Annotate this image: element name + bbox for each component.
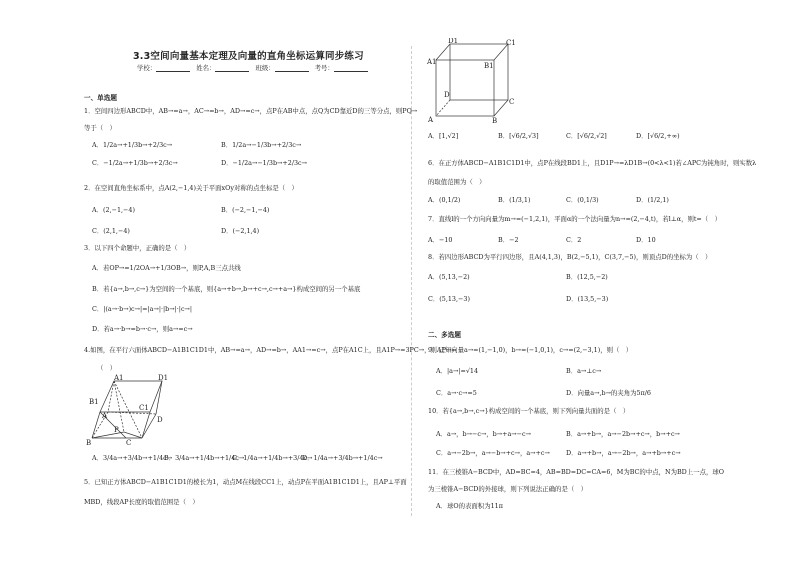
page-title: 3.3空间向量基本定理及向量的直角坐标运算同步练习 — [133, 51, 364, 62]
q7-option-b[interactable]: B．−2 — [498, 236, 519, 244]
q1-option-b[interactable]: B．1/2a→−1/3b→+2/3c→ — [221, 141, 302, 149]
class-blank — [275, 65, 309, 72]
q7-option-d[interactable]: D．10 — [636, 236, 656, 244]
q1-option-d[interactable]: D．−1/2a→−1/3b→+2/3c→ — [221, 159, 307, 167]
fig2-label-d: D — [444, 91, 450, 99]
fig1-label-d: D — [157, 416, 163, 424]
q8-text: 8．若四边形ABCD为平行四边形，且A(4,1,3)，B(2,−5,1)，C(3,7,−5)，则顶点D的坐标为（ ） — [428, 253, 712, 261]
column-divider — [411, 46, 412, 516]
name-blank — [215, 65, 249, 72]
q5-option-c[interactable]: C．[√6/2,√2] — [566, 132, 607, 140]
q2-option-b[interactable]: B．(−2,−1,−4) — [221, 206, 270, 214]
q11-option-a[interactable]: A．球O的表面积为11π — [436, 502, 503, 510]
q11-text: 11．在三棱锥A−BCD中，AD=BC=4，AB=BD=DC=CA=6，M为BC的中点，N为BD上一点，球O — [428, 468, 724, 476]
q7-option-a[interactable]: A．−10 — [428, 236, 453, 244]
q2-option-d[interactable]: D．(−2,1,4) — [221, 227, 260, 235]
fig2-label-a: A — [428, 116, 434, 124]
school-label: 学校： — [137, 64, 157, 72]
q10-text: 10．若{a→,b→,c→}构成空间的一个基底，则下列向量共面的是（ ） — [428, 407, 630, 415]
fig2-label-c: C — [509, 98, 515, 106]
q7-option-c[interactable]: C．2 — [566, 236, 582, 244]
q8-option-b[interactable]: B．(12,5,−2) — [566, 273, 608, 281]
q6-text: 6．在正方体ABCD−A1B1C1D1中，点P在线段BD1上，且D1P→=λD1B→(0<λ<1)若∠APC为钝角时，则实数λ — [428, 159, 757, 167]
back-face-outline — [450, 44, 508, 100]
q6-text2: 的取值范围为（ ） — [428, 178, 486, 186]
cube-figure — [426, 38, 516, 124]
q1-option-c[interactable]: C．−1/2a→+1/3b→+2/3c→ — [92, 159, 178, 167]
school-blank — [156, 65, 190, 72]
fig2-label-b: B — [492, 117, 498, 124]
q10-option-c[interactable]: C．a→−2b→，a→−b→+c→，a→+c→ — [436, 449, 550, 457]
section-single-choice: 一、单选题 — [84, 94, 117, 102]
info-line — [137, 64, 368, 72]
parallelepiped-figure — [84, 374, 168, 446]
q2-option-a[interactable]: A．(2,−1,−4) — [92, 206, 135, 214]
q4-option-c[interactable]: C．1/4a→+1/4b→+3/4c→ — [232, 454, 313, 462]
q10-option-b[interactable]: B．a→+b→，a→−2b→+c→，b→+c→ — [566, 430, 680, 438]
q6-option-d[interactable]: D．(1/2,1) — [636, 196, 669, 204]
q4-text2: （ ） — [97, 364, 117, 372]
q1-text2: 等于（ ） — [84, 124, 116, 132]
q4-text: 4.如图，在平行六面体ABCD−A1B1C1D1中，AB→=a→，AD→=b→，AA1→=c→，点P在A1C上，且A1P→=3PC→，则AP→= — [84, 346, 457, 354]
q2-text: 2．在空间直角坐标系中，点A(2,−1,4)关于平面xOy对称的点坐标是（ ） — [84, 184, 298, 192]
q5-text2: MBD，线段AP长度的取值范围是（ ） — [84, 498, 199, 506]
q1-text: 1．空间四边形ABCD中，AB→=a→，AC→=b→，AD→=c→，点P在AB中点，点Q为CD靠近D的三等分点，则PQ→ — [84, 107, 418, 115]
fig1-label-b1: B1 — [89, 398, 99, 406]
q2-option-c[interactable]: C．(2,1,−4) — [92, 227, 130, 235]
q8-option-a[interactable]: A．(5,13,−2) — [428, 273, 470, 281]
fig1-label-c: C — [126, 439, 132, 446]
q3-option-a[interactable]: A．若OP→=1/2OA→+1/3OB→，则P,A,B三点共线 — [92, 264, 241, 272]
top-face — [100, 381, 162, 412]
fig1-label-c1: C1 — [139, 404, 149, 412]
fig2-label-b1: B1 — [484, 62, 494, 70]
fig2-label-d1: D1 — [448, 38, 459, 45]
fig1-label-a1: A1 — [114, 374, 124, 382]
q4-option-d[interactable]: D．1/4a→+3/4b→+1/4c→ — [302, 454, 383, 462]
q5-option-a[interactable]: A．[1,√2] — [428, 132, 459, 140]
fig1-label-b: B — [86, 439, 92, 446]
q4-option-a[interactable]: A．3/4a→+3/4b→+1/4c→ — [92, 454, 173, 462]
q9-option-b[interactable]: B．a→⊥c→ — [566, 367, 602, 375]
q6-option-c[interactable]: C．(0,1/3) — [566, 196, 599, 204]
q1-option-a[interactable]: A．1/2a→+1/3b→+2/3c→ — [92, 141, 173, 149]
fig1-label-a: A — [102, 412, 108, 420]
q10-option-a[interactable]: A．a→，b→−c→，b→+a→−c→ — [436, 430, 531, 438]
q9-text: 9．已知向量a→=(1,−1,0)，b→=(−1,0,1)，c→=(2,−3,1)，则（ ） — [428, 346, 633, 354]
fig2-label-c1: C1 — [506, 39, 516, 47]
q5-text: 5．已知正方体ABCD−A1B1C1D1的棱长为1，动点M在线段CC1上，动点P在平面A1B1C1D1上，且AP⊥平面 — [84, 478, 407, 486]
q9-option-a[interactable]: A．|a→|=√14 — [436, 367, 479, 375]
q5-option-d[interactable]: D．[√6/2,+∞) — [636, 132, 680, 140]
q6-option-b[interactable]: B．(1/3,1) — [498, 196, 531, 204]
exam-no-blank — [334, 65, 368, 72]
q3-text: 3．以下四个命题中，正确的是（ ） — [84, 244, 191, 252]
fig2-label-a1: A1 — [427, 58, 437, 66]
q4-option-b[interactable]: B．3/4a→+1/4b→+1/4c→ — [164, 454, 245, 462]
q5-option-b[interactable]: B．[√6/2,√3] — [498, 132, 539, 140]
name-label: 姓名： — [196, 64, 216, 72]
q6-option-a[interactable]: A．(0,1/2) — [428, 196, 461, 204]
q8-option-d[interactable]: D．(13,5,−3) — [566, 295, 609, 303]
q3-option-d[interactable]: D．若a→·b→=b→·c→，则a→=c→ — [92, 325, 193, 333]
section-multi-choice: 二、多选题 — [428, 331, 461, 339]
q3-option-b[interactable]: B．若{a→,b→,c→}为空间的一个基底，则{a→+b→,b→+c→,c→+a→}构成空间的另一个基底 — [92, 285, 361, 293]
fig1-label-p: P — [114, 426, 119, 434]
fig1-label-d1: D1 — [158, 374, 168, 382]
q3-option-c[interactable]: C．|(a→·b→)c→|=|a→|·|b→|·|c→| — [92, 305, 193, 313]
q10-option-d[interactable]: D．a→+b→，a→−2b→，a→+b→+c→ — [566, 449, 681, 457]
q11-text2: 为三棱锥A−BCD的外接球，则下列说法正确的是（ ） — [428, 485, 588, 493]
q7-text: 7．直线l的一个方向向量为m→=(−1,2,1)，平面α的一个法向量为n→=(2,−4,t)，若l⊥α，则t=（ ） — [428, 215, 721, 223]
exam-no-label: 考号： — [314, 64, 334, 72]
q8-option-c[interactable]: C．(5,13,−3) — [428, 295, 470, 303]
class-label: 班级： — [255, 64, 275, 72]
q9-option-c[interactable]: C．a→·c→=5 — [436, 389, 477, 397]
q9-option-d[interactable]: D．向量a→,b→的夹角为5π/6 — [566, 389, 651, 397]
